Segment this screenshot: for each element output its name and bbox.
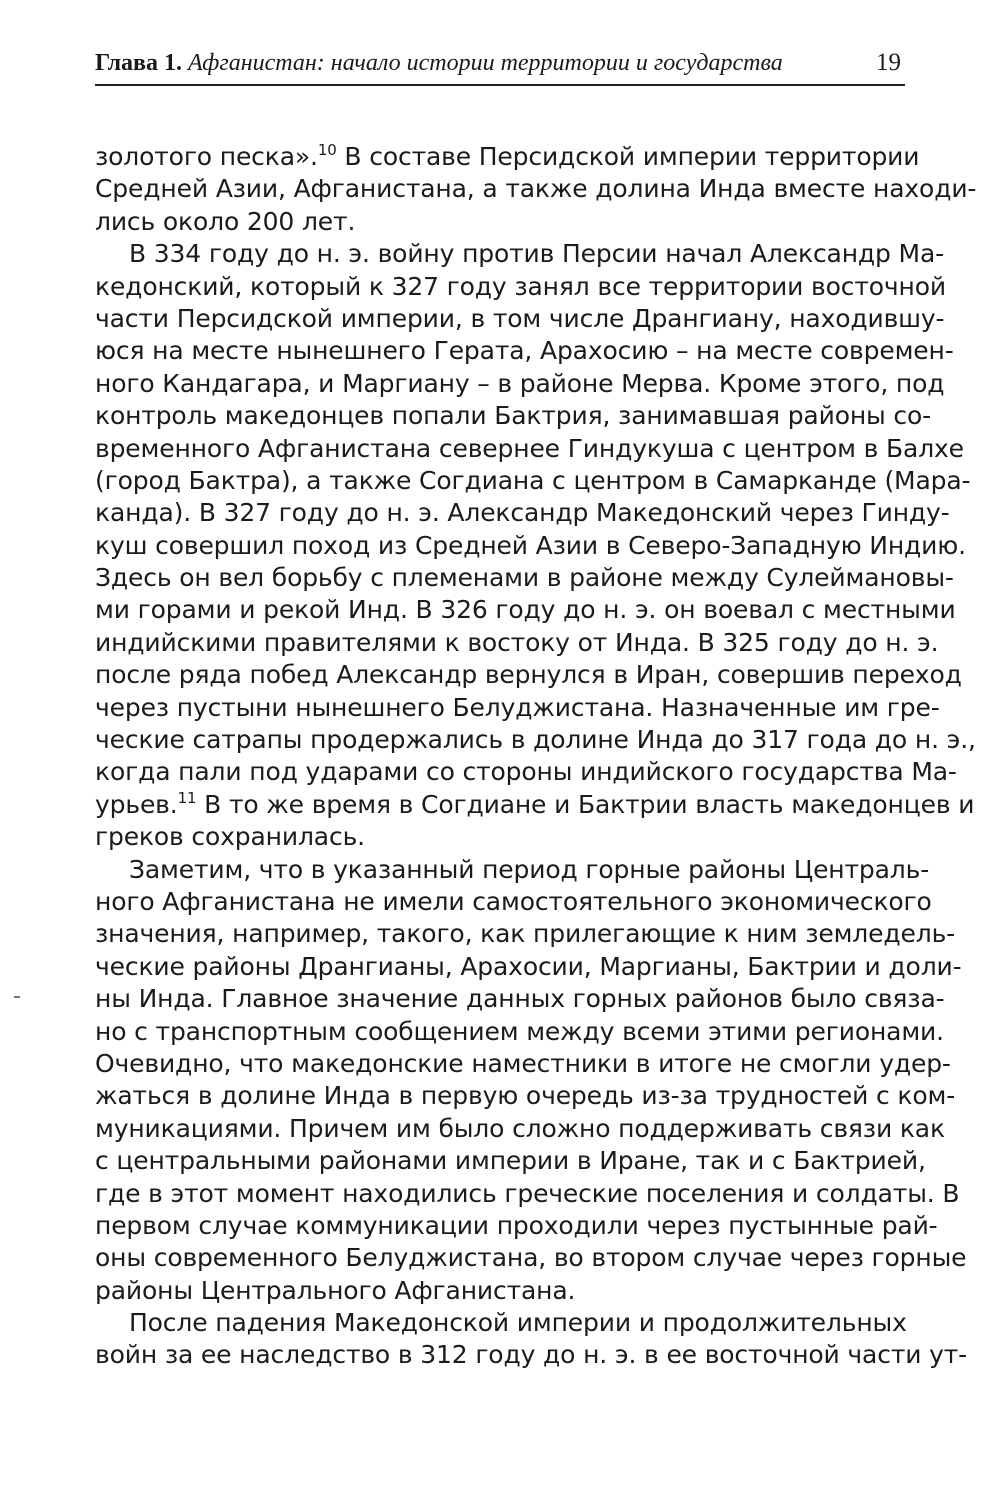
text-line [95,271,946,303]
text-line [95,1145,926,1177]
line-text: ного Афганистана не имели самостоятельного экономического [95,886,932,916]
line-text: золотого песка». [95,142,318,171]
chapter-label: Глава 1. [95,50,182,76]
line-text-after: В составе Персидской империи территории [336,142,920,171]
page-number: 19 [876,49,901,76]
line-text: значения, например, такого, как прилегающие к ним земледель- [95,919,956,949]
line-text: ны Инда. Главное значение данных горных районов было связа- [95,984,945,1014]
line-text: урьев. [95,789,178,819]
line-text: юся на месте нынешнего Герата, Арахосию – на месте современ- [95,336,954,366]
text-line [95,983,945,1015]
paragraph [95,1307,968,1372]
text-line [95,1016,944,1048]
paragraph [95,141,977,238]
text-line [95,1178,960,1210]
footnote-ref: 10 [317,141,337,159]
paragraph [95,238,976,853]
line-text: первом случае коммуникации проходили через пустынные рай- [95,1210,938,1240]
text-line [95,821,903,853]
line-text: Заметим, что в указанный период горные районы Централь- [129,854,930,884]
text-line [95,951,962,983]
running-header [95,46,905,86]
chapter-heading [95,50,783,77]
text-line [95,335,954,367]
text-line [95,1113,945,1145]
line-text: ческие сатрапы продержались в долине Инда до 317 года до н. э., [95,725,976,755]
line-text: ного Кандагара, и Маргиану – в районе Мерва. Кроме этого, под [95,368,945,398]
line-text: (город Бактра), а также Согдиана с центром в Самарканде (Мара- [95,465,971,495]
line-text: Очевидно, что македонские наместники в итоге не смогли удер- [95,1048,951,1078]
text-line [95,1210,938,1242]
line-text: где в этот момент находились греческие поселения и солдаты. В [95,1178,960,1208]
text-line [95,1339,968,1371]
text-line [95,692,940,724]
line-text: В 334 году до н. э. войну против Персии начал Александр Ма- [129,239,945,269]
text-line [95,1275,903,1307]
text-line [95,627,939,659]
margin-mark [14,996,20,998]
text-line [95,1242,967,1274]
line-text: куш совершил поход из Средней Азии в Северо-Западную Индию. [95,530,966,560]
line-text: греков сохранилась. [95,822,365,852]
text-line [95,756,957,788]
line-text: ческие районы Дрангианы, Арахосии, Маргианы, Бактрии и доли- [95,951,962,981]
text-line [95,141,920,173]
line-text: индийскими правителями к востоку от Инда. В 325 году до н. э. [95,627,939,657]
line-text: контроль македонцев попали Бактрия, занимавшая районы со- [95,401,932,431]
line-text: временного Афганистана севернее Гиндукуша с центром в Балхе [95,433,964,463]
text-line [95,465,971,497]
line-text: Здесь он вел борьбу с племенами в районе между Сулеймановы- [95,563,954,593]
text-line [95,918,956,950]
line-text: после ряда побед Александр вернулся в Иран, совершив переход [95,660,962,690]
footnote-ref: 11 [177,788,197,807]
text-line [95,368,945,400]
text-line [95,886,932,918]
text-line [95,1080,956,1112]
line-text: части Персидской империи, в том числе Дрангиану, находившу- [95,303,945,333]
line-text-after: В то же время в Согдиане и Бактрии власть македонцев и [196,789,975,819]
text-line [95,530,966,562]
line-text: кедонский, который к 327 году занял все территории восточной [95,271,946,301]
text-line [95,1307,907,1339]
line-text: оны современного Белуджистана, во втором случае через горные [95,1243,967,1273]
text-line [95,724,976,756]
text-line [95,497,950,529]
text-line [95,1048,951,1080]
text-line [95,562,954,594]
line-text: но с транспортным сообщением между всеми этими регионами. [95,1016,944,1046]
text-line [95,173,977,205]
body-text [95,141,977,1372]
text-line [95,400,932,432]
line-text: муникациями. Причем им было сложно поддерживать связи как [95,1113,945,1143]
text-line [95,206,903,238]
line-text: жаться в долине Инда в первую очередь из-за трудностей с ком- [95,1081,956,1111]
text-line [95,854,930,886]
paragraph [95,854,967,1307]
line-text: районы Центрального Афганистана. [95,1275,576,1305]
text-line [95,303,945,335]
text-line [95,594,956,626]
chapter-title: Афганистан: начало истории территории и государства [188,50,783,76]
text-line [95,433,964,465]
text-line [95,788,975,821]
line-text: когда пали под ударами со стороны индийского государства Ма- [95,757,957,787]
line-text: с центральными районами империи в Иране, так и с Бактрией, [95,1146,926,1176]
text-line [95,238,945,270]
line-text: войн за ее наследство в 312 году до н. э. в ее восточной части ут- [95,1340,968,1370]
line-text: лись около 200 лет. [95,206,356,236]
line-text: через пустыни нынешнего Белуджистана. Назначенные им гре- [95,692,940,722]
line-text: После падения Македонской империи и продолжительных [129,1308,907,1338]
line-text: ми горами и рекой Инд. В 326 году до н. э. он воевал с местными [95,595,956,625]
line-text: Средней Азии, Афганистана, а также долина Инда вместе находи- [95,174,977,204]
text-line [95,659,962,691]
line-text: канда). В 327 году до н. э. Александр Македонский через Гинду- [95,498,950,528]
